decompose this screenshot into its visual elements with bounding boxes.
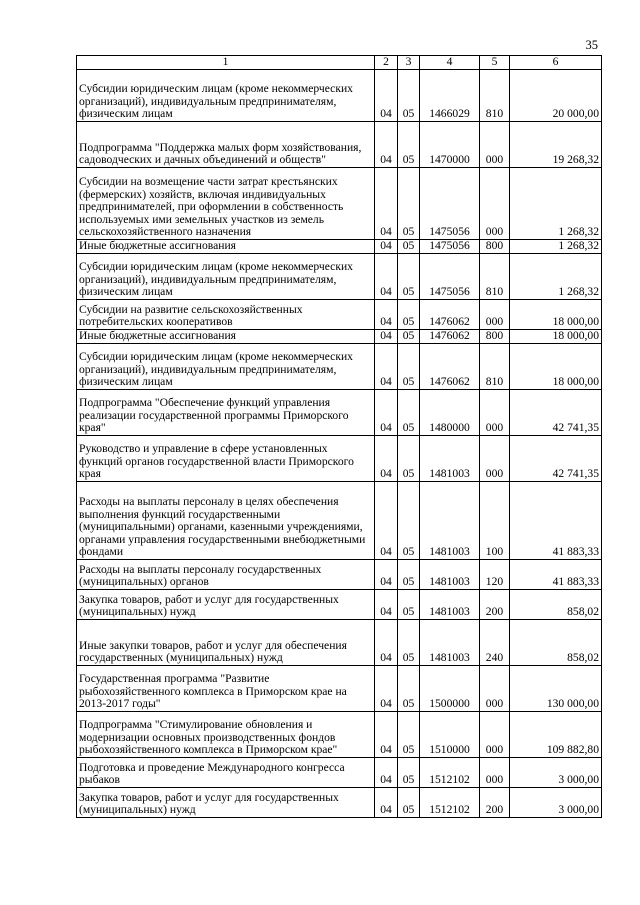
row-target-code: 1500000 — [420, 666, 480, 712]
row-target-code: 1481003 — [420, 590, 480, 620]
row-expense-type: 200 — [480, 590, 510, 620]
row-amount: 130 000,00 — [510, 666, 602, 712]
table-row — [77, 758, 602, 788]
row-name: Иные бюджетные ассигнования — [77, 330, 375, 344]
column-header-section: 2 — [375, 56, 398, 70]
row-target-code: 1512102 — [420, 788, 480, 818]
row-subsection: 05 — [398, 712, 420, 758]
row-section: 04 — [375, 330, 398, 344]
row-section: 04 — [375, 436, 398, 482]
row-expense-type: 810 — [480, 344, 510, 390]
row-subsection: 05 — [398, 240, 420, 254]
table-row — [77, 666, 602, 712]
row-section: 04 — [375, 620, 398, 666]
row-name: Иные закупки товаров, работ и услуг для обеспечения государственных (муниципальных) нужд — [77, 620, 375, 666]
row-target-code: 1481003 — [420, 560, 480, 590]
row-expense-type: 200 — [480, 788, 510, 818]
row-subsection: 05 — [398, 300, 420, 330]
table-row — [77, 712, 602, 758]
table-row — [77, 344, 602, 390]
row-subsection: 05 — [398, 344, 420, 390]
row-target-code: 1481003 — [420, 620, 480, 666]
row-section: 04 — [375, 560, 398, 590]
table-row — [77, 590, 602, 620]
row-amount: 18 000,00 — [510, 330, 602, 344]
table-row — [77, 788, 602, 818]
row-name: Субсидии юридическим лицам (кроме некоммерческих организаций), индивидуальным предпринимателям, физическим лицам — [77, 254, 375, 300]
row-expense-type: 810 — [480, 254, 510, 300]
row-amount: 109 882,80 — [510, 712, 602, 758]
column-header-subsection: 3 — [398, 56, 420, 70]
row-section: 04 — [375, 344, 398, 390]
row-target-code: 1476062 — [420, 300, 480, 330]
row-subsection: 05 — [398, 560, 420, 590]
column-header-target-code: 4 — [420, 56, 480, 70]
row-name: Субсидии на развитие сельскохозяйственных потребительских кооперативов — [77, 300, 375, 330]
row-amount: 41 883,33 — [510, 482, 602, 560]
table-row — [77, 482, 602, 560]
row-subsection: 05 — [398, 788, 420, 818]
row-section: 04 — [375, 666, 398, 712]
row-name: Подпрограмма "Обеспечение функций управления реализации государственной программы Приморского края" — [77, 390, 375, 436]
table-row — [77, 620, 602, 666]
row-target-code: 1481003 — [420, 436, 480, 482]
row-name: Субсидии юридическим лицам (кроме некоммерческих организаций), индивидуальным предпринимателям, физическим лицам — [77, 344, 375, 390]
row-expense-type: 000 — [480, 390, 510, 436]
row-name: Иные бюджетные ассигнования — [77, 240, 375, 254]
row-section: 04 — [375, 122, 398, 168]
row-name: Расходы на выплаты персоналу государственных (муниципальных) органов — [77, 560, 375, 590]
column-header-expense-type: 5 — [480, 56, 510, 70]
row-expense-type: 000 — [480, 712, 510, 758]
table-row — [77, 168, 602, 240]
row-amount: 20 000,00 — [510, 70, 602, 122]
row-section: 04 — [375, 300, 398, 330]
table-row — [77, 330, 602, 344]
row-subsection: 05 — [398, 620, 420, 666]
row-target-code: 1476062 — [420, 330, 480, 344]
row-amount: 41 883,33 — [510, 560, 602, 590]
row-amount: 42 741,35 — [510, 390, 602, 436]
row-subsection: 05 — [398, 436, 420, 482]
row-target-code: 1475056 — [420, 254, 480, 300]
row-name: Субсидии на возмещение части затрат крестьянских (фермерских) хозяйств, включая индивидуальных предпринимателей, при оформлении в собственность используемых ими земельных участков из земель сельскохозяйственного назначения — [77, 168, 375, 240]
row-expense-type: 000 — [480, 758, 510, 788]
row-amount: 858,02 — [510, 620, 602, 666]
row-expense-type: 000 — [480, 300, 510, 330]
column-header-name: 1 — [77, 56, 375, 70]
row-amount: 858,02 — [510, 590, 602, 620]
row-amount: 3 000,00 — [510, 758, 602, 788]
row-amount: 1 268,32 — [510, 254, 602, 300]
row-section: 04 — [375, 590, 398, 620]
row-expense-type: 240 — [480, 620, 510, 666]
table-row — [77, 560, 602, 590]
row-expense-type: 100 — [480, 482, 510, 560]
row-amount: 19 268,32 — [510, 122, 602, 168]
row-subsection: 05 — [398, 666, 420, 712]
row-subsection: 05 — [398, 330, 420, 344]
row-section: 04 — [375, 712, 398, 758]
row-target-code: 1475056 — [420, 240, 480, 254]
row-section: 04 — [375, 788, 398, 818]
row-section: 04 — [375, 482, 398, 560]
row-section: 04 — [375, 758, 398, 788]
row-target-code: 1481003 — [420, 482, 480, 560]
table-row — [77, 300, 602, 330]
row-name: Подпрограмма "Стимулирование обновления и модернизации основных производственных фондов рыбохозяйственного комплекса в Приморском крае" — [77, 712, 375, 758]
row-section: 04 — [375, 168, 398, 240]
row-name: Государственная программа "Развитие рыбохозяйственного комплекса в Приморском крае на 2013-2017 годы" — [77, 666, 375, 712]
row-expense-type: 810 — [480, 70, 510, 122]
row-target-code: 1476062 — [420, 344, 480, 390]
row-target-code: 1466029 — [420, 70, 480, 122]
table-row — [77, 70, 602, 122]
column-header-amount: 6 — [510, 56, 602, 70]
row-name: Подпрограмма "Поддержка малых форм хозяйствования, садоводческих и дачных объединений и обществ" — [77, 122, 375, 168]
header-row — [77, 56, 602, 70]
row-expense-type: 000 — [480, 436, 510, 482]
row-target-code: 1470000 — [420, 122, 480, 168]
row-amount: 3 000,00 — [510, 788, 602, 818]
row-expense-type: 000 — [480, 122, 510, 168]
row-amount: 18 000,00 — [510, 300, 602, 330]
row-amount: 1 268,32 — [510, 168, 602, 240]
row-subsection: 05 — [398, 70, 420, 122]
row-subsection: 05 — [398, 758, 420, 788]
row-expense-type: 800 — [480, 240, 510, 254]
row-target-code: 1510000 — [420, 712, 480, 758]
row-amount: 42 741,35 — [510, 436, 602, 482]
row-amount: 18 000,00 — [510, 344, 602, 390]
table-row — [77, 254, 602, 300]
row-name: Расходы на выплаты персоналу в целях обеспечения выполнения функций государственными (муниципальными) органами, казенными учреждениями, органами управления государственными внебюджетными фондами — [77, 482, 375, 560]
page-number: 35 — [585, 38, 598, 52]
row-expense-type: 000 — [480, 666, 510, 712]
row-section: 04 — [375, 240, 398, 254]
row-name: Закупка товаров, работ и услуг для государственных (муниципальных) нужд — [77, 590, 375, 620]
row-subsection: 05 — [398, 390, 420, 436]
row-subsection: 05 — [398, 122, 420, 168]
row-expense-type: 800 — [480, 330, 510, 344]
row-name: Подготовка и проведение Международного конгресса рыбаков — [77, 758, 375, 788]
row-section: 04 — [375, 254, 398, 300]
row-name: Субсидии юридическим лицам (кроме некоммерческих организаций), индивидуальным предпринимателям, физическим лицам — [77, 70, 375, 122]
row-section: 04 — [375, 390, 398, 436]
table-row — [77, 436, 602, 482]
row-target-code: 1480000 — [420, 390, 480, 436]
row-target-code: 1475056 — [420, 168, 480, 240]
row-name: Руководство и управление в сфере установленных функций органов государственной власти Приморского края — [77, 436, 375, 482]
row-expense-type: 000 — [480, 168, 510, 240]
row-subsection: 05 — [398, 482, 420, 560]
row-name: Закупка товаров, работ и услуг для государственных (муниципальных) нужд — [77, 788, 375, 818]
table-row — [77, 122, 602, 168]
row-expense-type: 120 — [480, 560, 510, 590]
row-section: 04 — [375, 70, 398, 122]
table-row — [77, 390, 602, 436]
row-subsection: 05 — [398, 168, 420, 240]
row-subsection: 05 — [398, 590, 420, 620]
table-row — [77, 240, 602, 254]
budget-table — [76, 55, 602, 818]
row-amount: 1 268,32 — [510, 240, 602, 254]
row-subsection: 05 — [398, 254, 420, 300]
row-target-code: 1512102 — [420, 758, 480, 788]
